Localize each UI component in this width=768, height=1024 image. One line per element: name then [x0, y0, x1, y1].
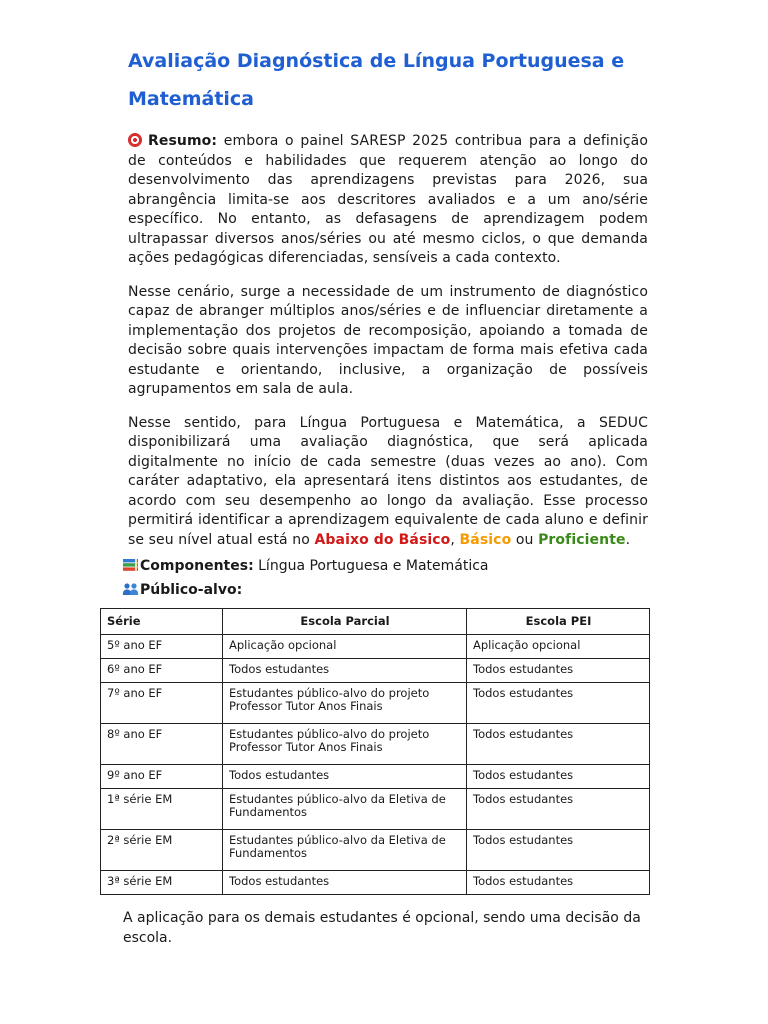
level-basico: Básico: [459, 531, 512, 548]
table-row: [101, 871, 650, 895]
componentes-value: Língua Portuguesa e Matemática: [258, 558, 489, 574]
publico-alvo-line: [122, 580, 648, 600]
resumo-text: embora o painel SARESP 2025 contribua para a definição de conteúdos e habilidades que requerem atenção ao longo do desenvolvimento das aprendizagens previstas para 2026, sua abrangência limita-se aos descritores avaliados e a um ano/série específico. No entanto, as defasagens de aprendizagem podem ultrapassar diversos anos/séries ou até mesmo ciclos, o que demanda ações pedagógicas diferenciadas, sensíveis a cada contexto.: [128, 133, 648, 266]
level-separator-2: ou: [515, 531, 534, 548]
publico-alvo-label: Público-alvo:: [140, 582, 243, 598]
table-row: [101, 683, 650, 724]
table-row: [101, 635, 650, 659]
componentes-label: Componentes:: [140, 558, 254, 574]
cell-escola-parcial: Todos estudantes: [223, 871, 467, 895]
cell-serie: 9º ano EF: [101, 765, 223, 789]
table-row: [101, 724, 650, 765]
cell-escola-pei: Aplicação opcional: [467, 635, 650, 659]
cell-escola-pei: Todos estudantes: [467, 659, 650, 683]
cell-serie: 5º ano EF: [101, 635, 223, 659]
cell-serie: 8º ano EF: [101, 724, 223, 765]
people-icon: [122, 582, 139, 596]
level-proficiente: Proficiente: [538, 531, 626, 548]
paragraph-3-text: Nesse sentido, para Língua Portuguesa e Matemática, a SEDUC disponibilizará uma avaliação diagnóstica, que será aplicada digitalmente no início de cada semestre (duas vezes ao ano). Com caráter adaptativo, ela apresentará itens distintos aos estudantes, de acordo com seu desempenho ao longo da avaliação. Esse processo permitirá identificar a aprendizagem equivalente de cada aluno e definir se seu nível atual está no: [128, 414, 648, 548]
table-row: [101, 789, 650, 830]
cell-serie: 7º ano EF: [101, 683, 223, 724]
componentes-line: [122, 556, 648, 576]
cell-escola-pei: Todos estudantes: [467, 830, 650, 871]
cell-escola-pei: Todos estudantes: [467, 871, 650, 895]
cell-escola-parcial: Estudantes público-alvo da Eletiva de Fundamentos: [223, 789, 467, 830]
paragraph-3-end: .: [625, 531, 631, 548]
table-row: [101, 659, 650, 683]
header-escola-pei: Escola PEI: [467, 609, 650, 635]
paragraph-2: Nesse cenário, surge a necessidade de um instrumento de diagnóstico capaz de abranger múltiplos anos/séries e de influenciar diretamente a implementação dos projetos de recomposição, apoiando a tomada de decisão sobre quais intervenções impactam de forma mais efetiva cada estudante e orientando, inclusive, a organização de possíveis agrupamentos em sala de aula.: [128, 283, 648, 397]
cell-escola-parcial: Todos estudantes: [223, 659, 467, 683]
header-escola-parcial: Escola Parcial: [223, 609, 467, 635]
cell-escola-parcial: Estudantes público-alvo do projeto Professor Tutor Anos Finais: [223, 724, 467, 765]
target-icon: [128, 133, 142, 147]
table-header-row: [101, 609, 650, 635]
cell-escola-pei: Todos estudantes: [467, 765, 650, 789]
cell-serie: 1ª série EM: [101, 789, 223, 830]
cell-serie: 6º ano EF: [101, 659, 223, 683]
page-title: Avaliação Diagnóstica de Língua Portuguesa e Matemática: [128, 50, 625, 110]
header-serie: Série: [101, 609, 223, 635]
resumo-label: Resumo:: [148, 133, 218, 149]
cell-escola-pei: Todos estudantes: [467, 683, 650, 724]
level-abaixo-do-basico: Abaixo do Básico: [314, 531, 451, 548]
table-row: [101, 830, 650, 871]
cell-escola-parcial: Estudantes público-alvo do projeto Professor Tutor Anos Finais: [223, 683, 467, 724]
books-icon: [122, 558, 139, 572]
publico-alvo-table: [100, 608, 650, 895]
level-separator-1: ,: [450, 531, 455, 548]
cell-escola-parcial: Estudantes público-alvo da Eletiva de Fundamentos: [223, 830, 467, 871]
cell-serie: 2ª série EM: [101, 830, 223, 871]
cell-escola-parcial: Aplicação opcional: [223, 635, 467, 659]
paragraph-3: [128, 414, 648, 551]
table-row: [101, 765, 650, 789]
cell-escola-pei: Todos estudantes: [467, 724, 650, 765]
cell-escola-parcial: Todos estudantes: [223, 765, 467, 789]
footer-note: A aplicação para os demais estudantes é opcional, sendo uma decisão da escola.: [123, 910, 641, 946]
resumo-paragraph: [128, 132, 648, 269]
cell-escola-pei: Todos estudantes: [467, 789, 650, 830]
cell-serie: 3ª série EM: [101, 871, 223, 895]
